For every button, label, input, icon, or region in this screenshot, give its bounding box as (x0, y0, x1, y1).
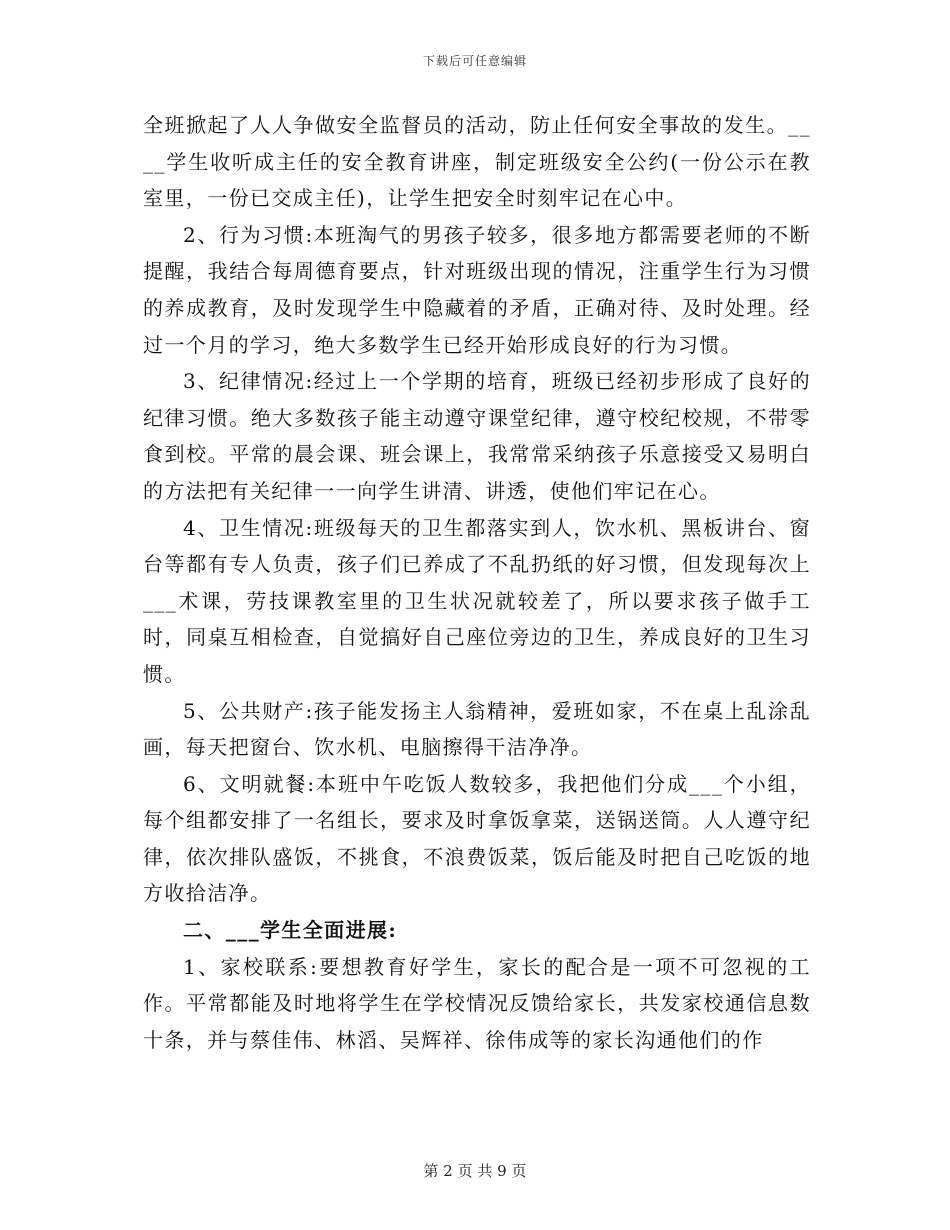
paragraph-discipline: 3、纪律情况:经过上一个学期的培育，班级已经初步形成了良好的纪律习惯。绝大多数孩子能主动遵守课堂纪律，遵守校纪校规，不带零食到校。平常的晨会课、班会课上，我常常采纳孩子乐意接受又易明白的方法把有关纪律一一向学生讲清、讲透，使他们牢记在心。 (143, 369, 811, 503)
paragraph-safety-continued: 全班掀起了人人争做安全监督员的活动，防止任何安全事故的发生。____学生收听成主任的安全教育讲座，制定班级安全公约(一份公示在教室里，一份已交成主任)，让学生把安全时刻牢记在心中。 (143, 113, 811, 211)
paragraph-dining: 6、文明就餐:本班中午吃饭人数较多，我把他们分成___个小组，每个组都安排了一名组长，要求及时拿饭拿菜，送锅送筒。人人遵守纪律，依次排队盛饭，不挑食，不浪费饭菜，饭后能及时把自己吃饭的地方收拾洁净。 (143, 771, 811, 906)
page-header: 下载后可任意编辑 (422, 54, 527, 68)
paragraph-behavior-habits: 2、行为习惯:本班淘气的男孩子较多，很多地方都需要老师的不断提醒，我结合每周德育要点，针对班级出现的情况，注重学生行为习惯的养成教育，及时发现学生中隐藏着的矛盾，正确对待、及时处理。经过一个月的学习，绝大多数学生已经开始形成良好的行为习惯。 (143, 222, 811, 357)
paragraph-public-property: 5、公共财产:孩子能发扬主人翁精神，爱班如家，不在桌上乱涂乱画，每天把窗台、饮水机、电脑擦得干洁净净。 (143, 698, 811, 760)
paragraph-hygiene: 4、卫生情况:班级每天的卫生都落实到人，饮水机、黑板讲台、窗台等都有专人负责，孩子们已养成了不乱扔纸的好习惯，但发现每次上___术课，劳技课教室里的卫生状况就较差了，所以要求孩子做手工时，同桌互相检查，自觉搞好自己座位旁边的卫生，养成良好的卫生习惯。 (143, 515, 811, 686)
paragraph-home-school-contact: 1、家校联系:要想教育好学生，家长的配合是一项不可忽视的工作。平常都能及时地将学生在学校情况反馈给家长，共发家校通信息数十条，并与蔡佳伟、林滔、吴辉祥、徐伟成等的家长沟通他们的作 (143, 954, 811, 1052)
section-heading: 二、___学生全面进展: (183, 918, 398, 943)
page-number: 第 2 页 共 9 页 (423, 1162, 527, 1180)
document-body (143, 107, 811, 1058)
